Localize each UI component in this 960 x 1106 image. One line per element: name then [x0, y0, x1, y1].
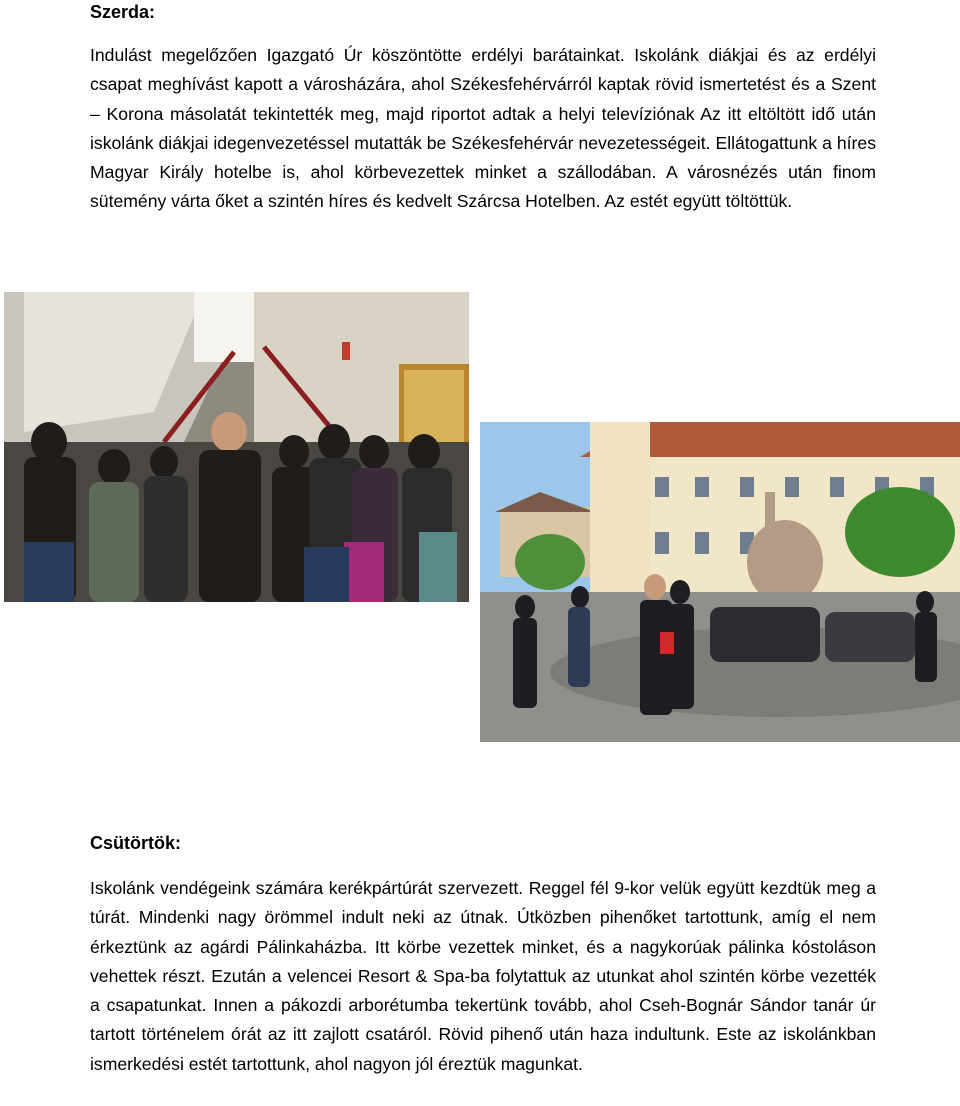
paragraph-wednesday: Indulást megelőzően Igazgató Úr köszöntötte erdélyi barátainkat. Iskolánk diákjai és az erdélyi csapat meghívást kapott a városházára, ahol Székesfehérvárról kaptak rövid ismertetést és a Szent – Korona másolatát tekintették meg, majd riportot adtak a helyi televíziónak Az itt eltöltött idő után iskolánk diákjai idegenvezetéssel mutatták be Székesfehérvár nevezetességeit. Ellátogattunk a híres Magyar Király hotelbe is, ahol körbevezettek minket a szállodában. A városnézés után finom sütemény várta őket a szintén híres és kedvelt Szárcsa Hotelben. Az estét együtt töltöttük. [90, 45, 876, 212]
photo-group-indoor [4, 292, 469, 602]
photo-group-town-square [480, 422, 960, 742]
paragraph-thursday: Iskolánk vendégeink számára kerékpártúrát szervezett. Reggel fél 9-kor velük együtt kezdtük meg a túrát. Mindenki nagy örömmel indult neki az útnak. Útközben pihenőket tartottunk, amíg el nem érkeztünk az agárdi Pálinkaházba. Itt körbe vezettek minket, és a nagykorúak pálinka kóstoláson vehettek részt. Ezután a velencei Resort & Spa-ba folytattuk az utunkat ahol szintén körbe vezették a csapatunkat. Innen a pákozdi arborétumba tekertünk tovább, ahol Cseh-Bognár Sándor tanár úr tartott történelem órát az itt zajlott csatáról. Rövid pihenő után haza indultunk. Este az iskolánkban ismerkedési estét tartottunk, ahol nagyon jól éreztük magunkat. [90, 878, 876, 1074]
section-heading-wednesday: Szerda: [90, 2, 156, 22]
section-heading-thursday: Csütörtök: [90, 833, 181, 853]
